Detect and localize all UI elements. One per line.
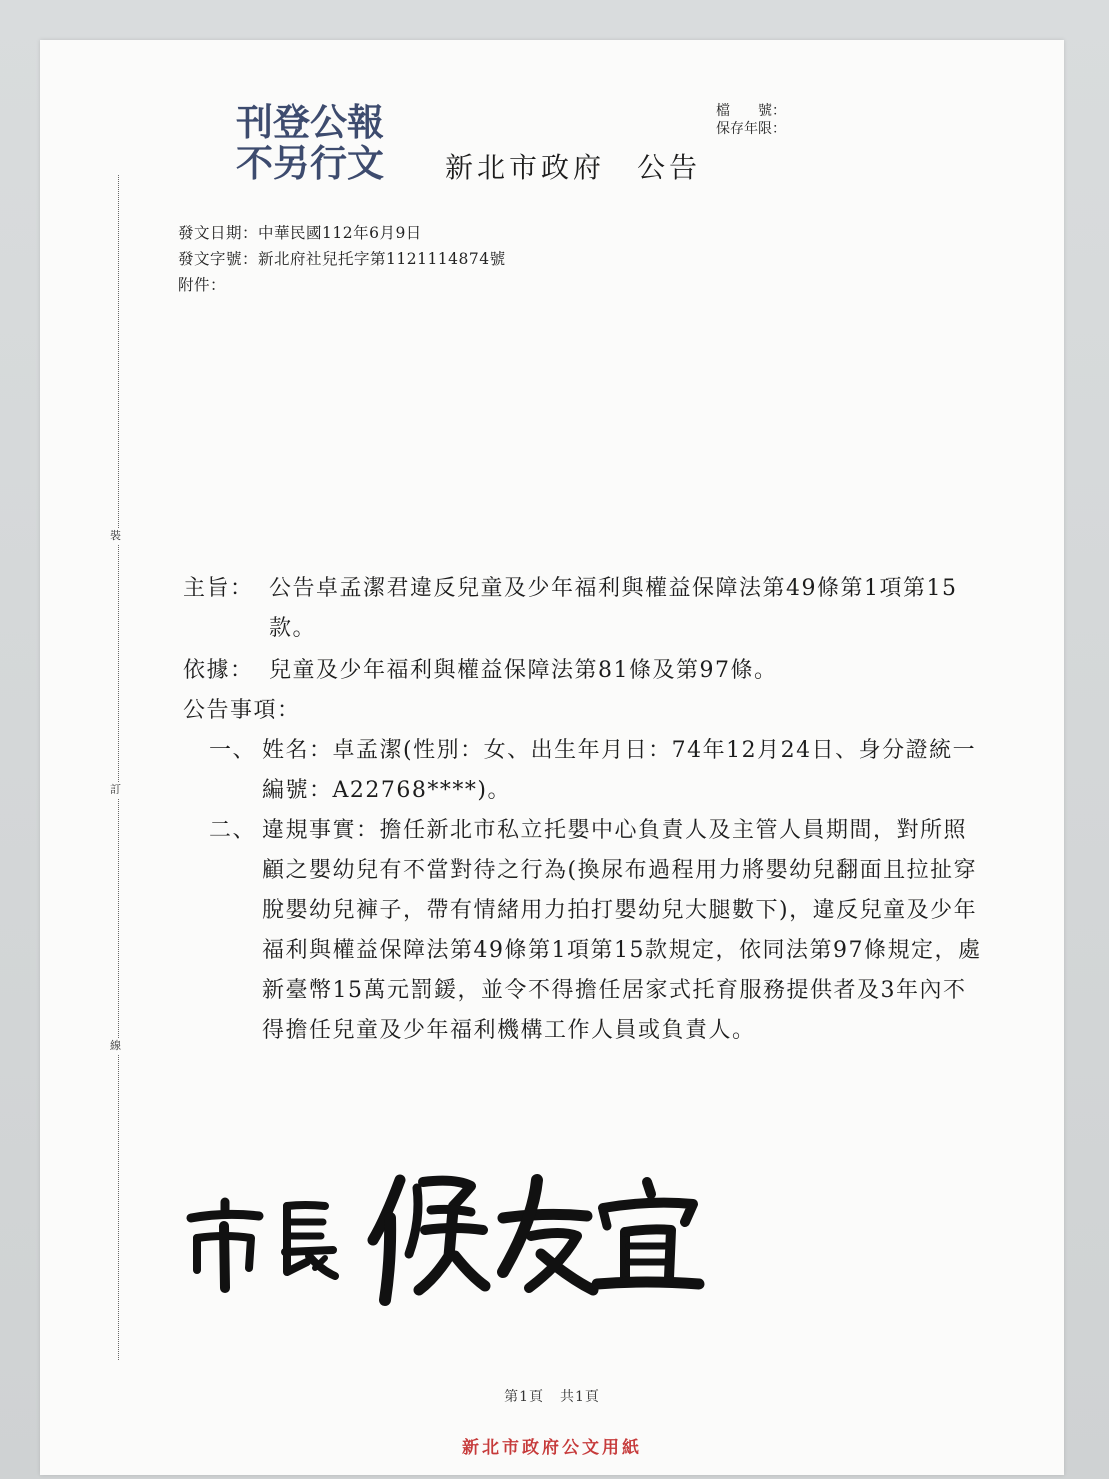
matter-item-label: 一、 [209, 738, 257, 763]
matter-item-text: 姓名：卓孟潔(性別：女、出生年月日：74年12月24日、身分證統一編號：A22768****)。 [262, 738, 977, 803]
stamp-line-1: 刊登公報 [236, 101, 384, 144]
matter-item-text: 違規事實：擔任新北市私立托嬰中心負責人及主管人員期間，對所照顧之嬰幼兒有不當對待之行為(換尿布過程用力將嬰幼兒翻面且拉扯穿脫嬰幼兒褲子，帶有情緒用力拍打嬰幼兒大腿數下)，違反兒童及少年福利與權益保障法第49條第1項第15款規定，依同法第97條規定，處新臺幣15萬元罰鍰，並令不得擔任居家式托育服務提供者及3年內不得擔任兒童及少年福利機構工作人員或負責人。 [262, 818, 982, 1043]
binding-char-ding: 訂 [110, 783, 121, 796]
page-current: 第1頁 [504, 1389, 544, 1405]
document-title: 新北市政府 公告 [445, 151, 702, 184]
binding-dotted-line [118, 175, 119, 1360]
matter-item-label: 二、 [209, 818, 257, 843]
reference-number: 發文字號：新北府社兒托字第1121114874號 [178, 250, 506, 268]
letterhead-footer: 新北市政府公文用紙 [462, 1438, 642, 1458]
announcement-body [183, 569, 983, 1051]
publication-stamp [236, 102, 414, 184]
matter-item-1 [183, 731, 983, 811]
matters-label: 公告事項： [183, 698, 301, 723]
stamp-line-2: 不另行文 [236, 142, 384, 185]
mayor-signature-image [185, 1160, 710, 1310]
matter-item-2 [183, 811, 983, 1051]
document-meta [178, 220, 506, 298]
archive-info [716, 102, 786, 138]
page-total: 共1頁 [560, 1389, 600, 1405]
file-number-label: 檔 號： [716, 103, 786, 119]
binding-char-xian: 線 [110, 1039, 121, 1052]
page-number [40, 1386, 1064, 1406]
document-sheet [40, 40, 1064, 1475]
subject-label: 主旨： [183, 576, 254, 601]
issue-date: 發文日期：中華民國112年6月9日 [178, 224, 422, 242]
basis-row [183, 651, 983, 691]
basis-label: 依據： [183, 658, 254, 683]
subject-row [183, 569, 983, 649]
binding-char-zhuang: 裝 [110, 529, 121, 542]
basis-text: 兒童及少年福利與權益保障法第81條及第97條。 [269, 658, 778, 683]
attachment-label: 附件： [178, 276, 227, 294]
subject-text: 公告卓孟潔君違反兒童及少年福利與權益保障法第49條第1項第15款。 [269, 576, 958, 641]
retention-period-label: 保存年限： [716, 121, 786, 137]
